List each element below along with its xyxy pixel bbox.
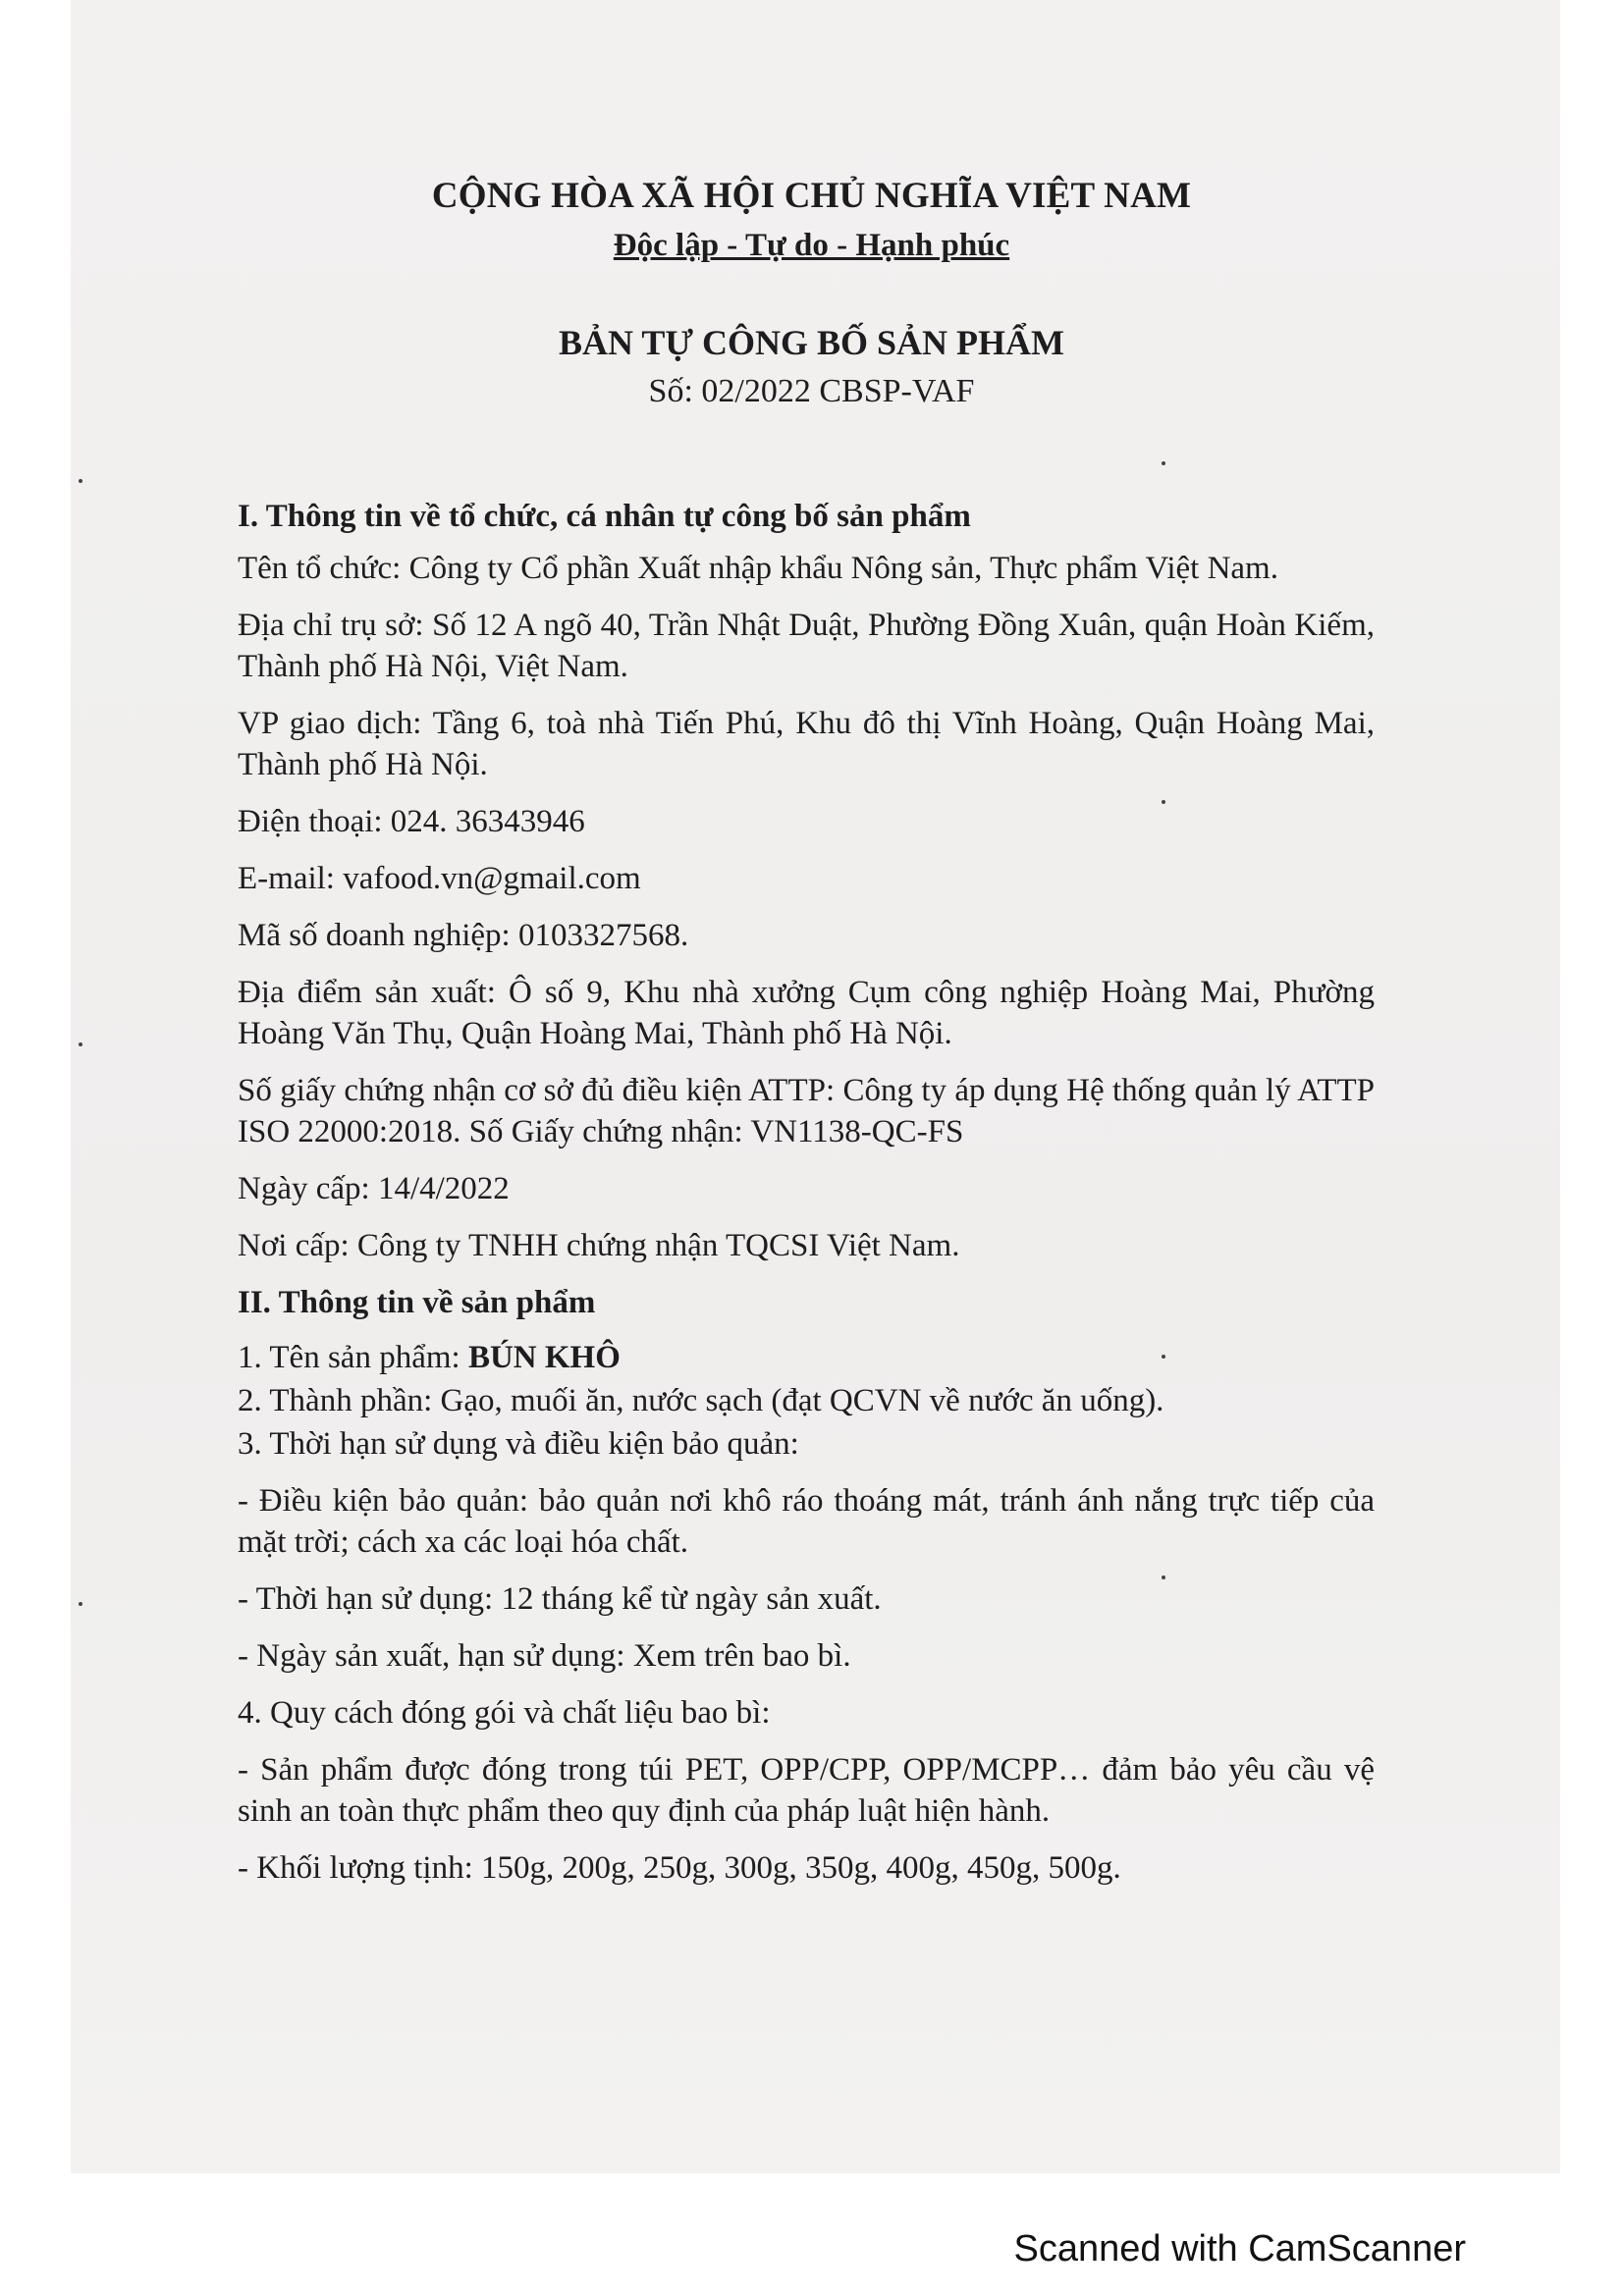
- product-name-label: 1. Tên sản phẩm:: [238, 1340, 468, 1375]
- office-address: VP giao dịch: Tầng 6, toà nhà Tiến Phú, Khu đô thị Vĩnh Hoàng, Quận Hoàng Mai, Thành phố Hà Nội.: [238, 706, 1375, 782]
- phone: Điện thoại: 024. 36343946: [238, 804, 585, 839]
- issuer: Nơi cấp: Công ty TNHH chứng nhận TQCSI Việt Nam.: [238, 1228, 960, 1263]
- tax-code: Mã số doanh nghiệp: 0103327568.: [238, 918, 689, 953]
- production-site: Địa điểm sản xuất: Ô số 9, Khu nhà xưởng Cụm công nghiệp Hoàng Mai, Phường Hoàng Văn Thụ, Quận Hoàng Mai, Thành phố Hà Nội.: [238, 975, 1375, 1051]
- org-name: Tên tổ chức: Công ty Cổ phần Xuất nhập khẩu Nông sản, Thực phẩm Việt Nam.: [238, 551, 1278, 586]
- document-number: Số: 02/2022 CBSP-VAF: [648, 373, 975, 409]
- email: E-mail: vafood.vn@gmail.com: [238, 861, 641, 896]
- storage-conditions: - Điều kiện bảo quản: bảo quản nơi khô ráo thoáng mát, tránh ánh nắng trực tiếp của mặt trời; cách xa các loại hóa chất.: [238, 1483, 1375, 1560]
- certificate: Số giấy chứng nhận cơ sở đủ điều kiện ATTP: Công ty áp dụng Hệ thống quản lý ATTP ISO 22000:2018. Số Giấy chứng nhận: VN1138-QC-FS: [238, 1073, 1375, 1149]
- motto: Độc lập - Tự do - Hạnh phúc: [613, 228, 1010, 263]
- scan-speck: [1162, 461, 1165, 465]
- section1-title: I. Thông tin về tổ chức, cá nhân tự công bố sản phẩm: [238, 499, 971, 534]
- country-heading: CỘNG HÒA XÃ HỘI CHỦ NGHĨA VIỆT NAM: [431, 176, 1192, 216]
- issue-date: Ngày cấp: 14/4/2022: [238, 1171, 510, 1206]
- product-name: BÚN KHÔ: [467, 1340, 621, 1375]
- ingredients: 2. Thành phần: Gạo, muối ăn, nước sạch (đạt QCVN về nước ăn uống).: [238, 1383, 1164, 1418]
- mfg-exp-date: - Ngày sản xuất, hạn sử dụng: Xem trên bao bì.: [238, 1638, 851, 1674]
- scan-speck: [79, 479, 82, 483]
- net-weight: - Khối lượng tịnh: 150g, 200g, 250g, 300g, 350g, 400g, 450g, 500g.: [238, 1850, 1121, 1886]
- section2-title: II. Thông tin về sản phẩm: [238, 1285, 596, 1320]
- packaging-heading: 4. Quy cách đóng gói và chất liệu bao bì:: [238, 1695, 771, 1731]
- packaging: - Sản phẩm được đóng trong túi PET, OPP/CPP, OPP/MCPP… đảm bảo yêu cầu vệ sinh an toàn thực phẩm theo quy định của pháp luật hiện hành.: [238, 1752, 1375, 1829]
- shelf-life-heading: 3. Thời hạn sử dụng và điều kiện bảo quản:: [238, 1426, 799, 1462]
- scan-speck: [79, 1042, 82, 1046]
- document-title: BẢN TỰ CÔNG BỐ SẢN PHẨM: [558, 323, 1065, 362]
- camscanner-watermark: Scanned with CamScanner: [1013, 2228, 1466, 2269]
- shelf-life: - Thời hạn sử dụng: 12 tháng kể từ ngày sản xuất.: [238, 1581, 882, 1617]
- scan-speck: [79, 1602, 82, 1606]
- product-name-line: [238, 1337, 1375, 1378]
- head-office-address: Địa chỉ trụ sở: Số 12 A ngõ 40, Trần Nhật Duật, Phường Đồng Xuân, quận Hoàn Kiếm, Thành phố Hà Nội, Việt Nam.: [238, 608, 1375, 684]
